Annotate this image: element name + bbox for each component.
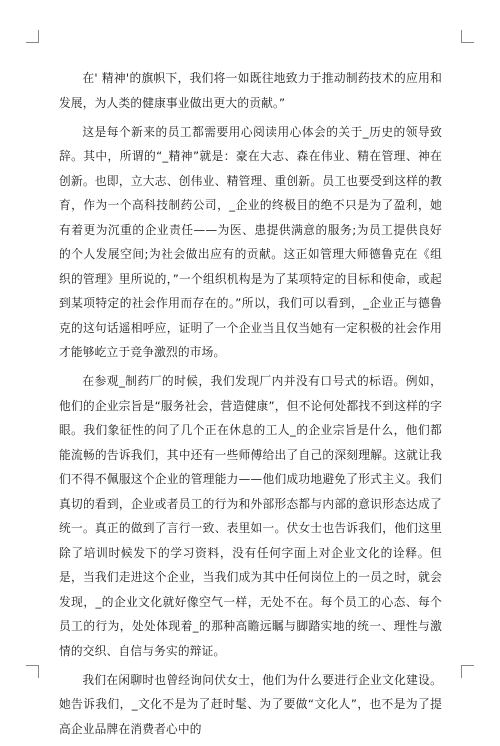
crop-mark-top-left <box>26 30 39 43</box>
crop-mark-bottom-left <box>26 665 39 678</box>
document-body <box>59 66 442 746</box>
paragraph: 在' 精神'的旗帜下，我们将一如既往地致力于推动制药技术的应用和发展，为人类的健康事业做出更大的贡献。” <box>59 71 442 110</box>
crop-mark-top-right <box>461 30 474 43</box>
paragraph: 在参观_制药厂的时候，我们发现厂内并没有口号式的标语。例如，他们的企业宗旨是“服务社会，营造健康”，但不论何处都找不到这样的字眼。我们象征性的问了几个正在休息的工人_的企业宗旨是什么，他们都能流畅的告诉我们，其中还有一些师傅给出了自己的深刻理解。这就让我们不得不佩服这个企业的管理能力——他们成功地避免了形式主义。我们真切的看到，企业或者员工的行为和外部形态都与内部的意识形态达成了统一。真正的做到了言行一致、表里如一。伏女士也告诉我们，他们这里除了培训时候发下的学习资料，没有任何字面上对企业文化的诠释。但是，当我们走进这个企业，当我们成为其中任何岗位上的一员之时，就会发现，_的企业文化就好像空气一样，无处不在。每个员工的心态、每个员工的行为，处处体现着_的那种高瞻远瞩与脚踏实地的统一、理性与激情的交织、自信与务实的辩证。 <box>59 374 442 658</box>
crop-mark-bottom-right <box>461 665 474 678</box>
paragraph: 这是每个新来的员工都需要用心阅读用心体会的关于_历史的领导致辞。其中，所谓的“_精神”就是：豪在大志、森在伟业、精在管理、神在创新。也即，立大志、创伟业、精管理、重创新。员工也要受到这样的教育，作为一个高科技制药公司，_企业的终极目的绝不只是为了盈利，她有着更为沉重的企业责任——为医、患提供满意的服务;为员工提供良好的个人发展空间;为社会做出应有的贡献。这正如管理大师德鲁克在《组织的管理》里所说的，”一个组织机构是为了某项特定的目标和使命，或起到某项特定的社会作用而存在的。”所以，我们可以看到，_企业正与德鲁克的这句话遥相呼应，证明了一个企业当且仅当她有一定积极的社会作用才能够屹立于竞争激烈的市场。 <box>59 124 442 359</box>
paragraph: 我们在闲聊时也曾经询问伏女士，他们为什么要进行企业文化建设。她告诉我们，_文化不是为了赶时髦、为了要做“文化人”，也不是为了提高企业品牌在消费者心中的 <box>59 672 442 736</box>
